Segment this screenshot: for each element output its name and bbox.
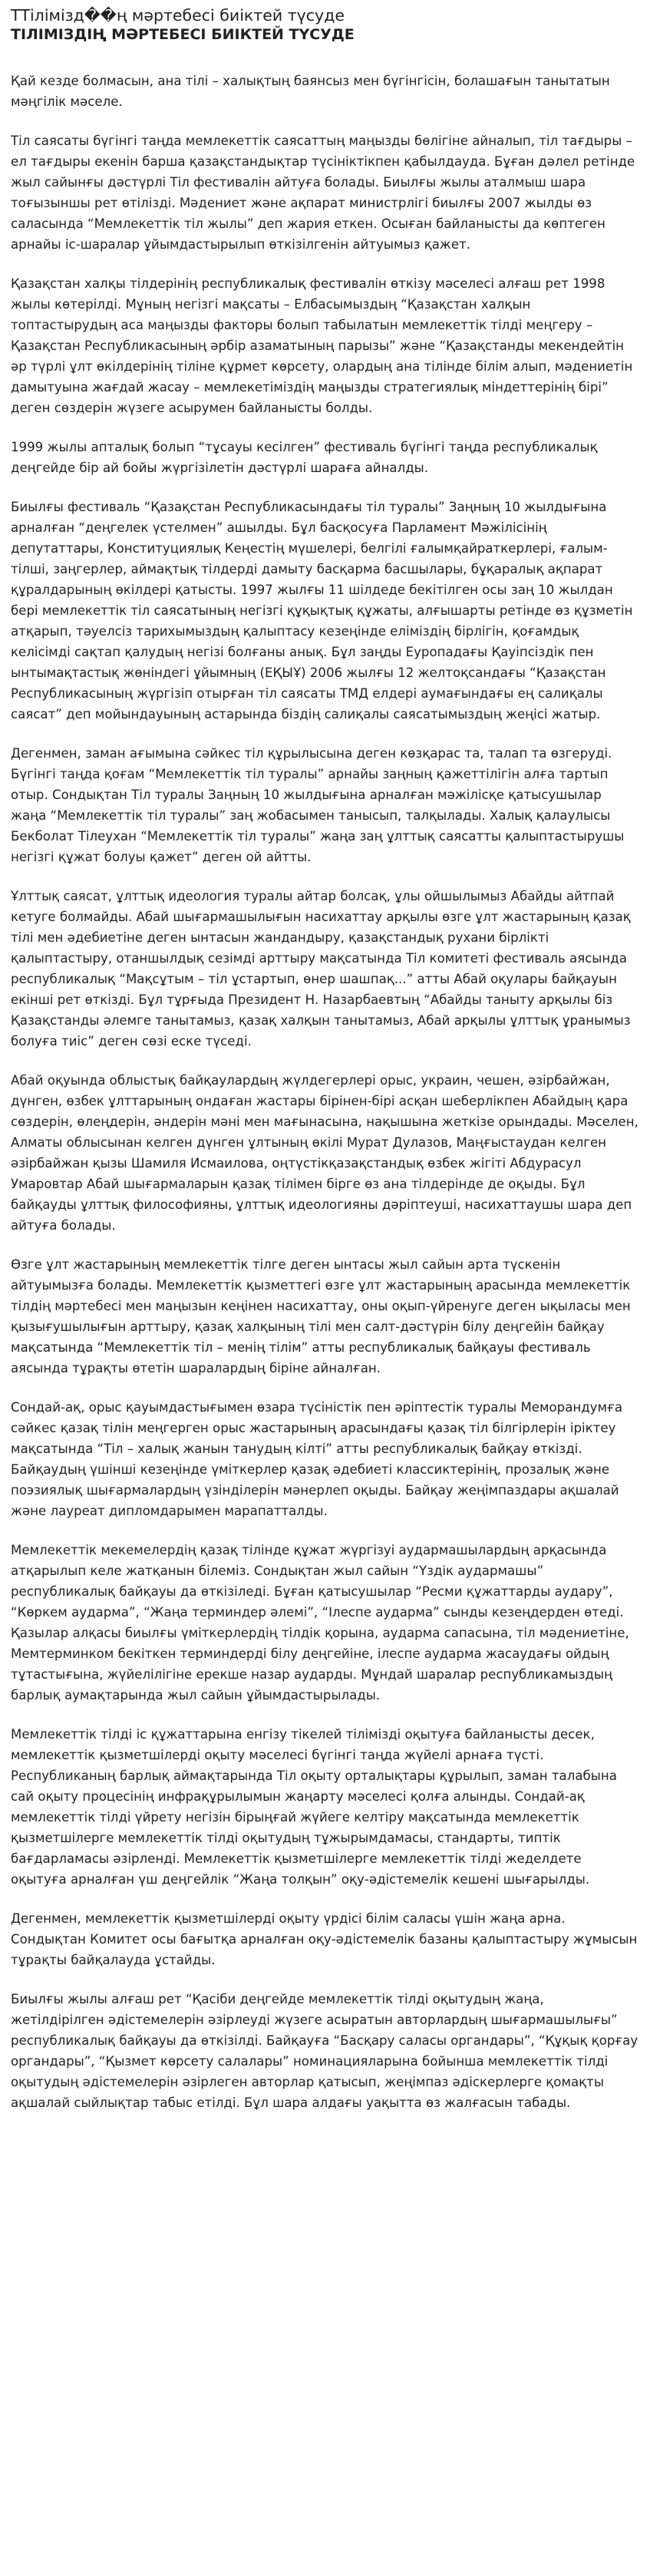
paragraph-11: Мемлекеттік мекемелердің қазақ тілінде құжат жүргізуі аудармашылардың арқасында атқарылып келе жатқанын білеміз. Сондықтан жыл сайын “Үздік аудармашы” республикалық байқауы да өткізіледі. Бұған қатысушылар “Ресми құжаттарды аудару”, “Көркем аударма”, “Жаңа терминдер әлемі”, “Ілеспе аударма” сынды кезеңдерден өтеді. Қазылар алқасы биылғы үміткерлердің тілдік қорына, аударма сапасына, тіл мәдениетіне, Мемтерминком бекіткен терминдерді білу деңгейіне, ілеспе аударма жасаудағы ойдың тұтастығына, жүйелілігіне ерекше назар аударды. Мұндай шаралар республикамыздың барлық аумақтарында жыл сайын ұйымдастырылады. xyxy=(11,1543,629,1702)
paragraph-5: Биылғы фестиваль “Қазақстан Республикасындағы тіл туралы” Заңның 10 жылдығына арналған “деңгелек үстелмен” ашылды. Бұл басқосуға Парламент Мәжілісінің депутаттары, Конституциялық Кеңестің мүшелері, белгілі ғалымқайраткерлері, ғалым-тілші, заңгерлер, аймақтық тілдерді дамыту басқарма басшылары, бұқаралық ақпарат құралдарының өкілдері қатысты. 1997 жылғы 11 шілдеде бекітілген осы заң 10 жылдан бері мемлекеттік тіл саясатының негізгі құқықтық құжаты, алғышарты ретінде өз құзметін атқарып, тәуелсіз тарихымыздың қалыптасу кезеңінде еліміздің бірлігін, қоғамдық келісімді сақтап қалудың негізі болғаны анық. Бұл заңды Еуропадағы Қауіпсіздік пен ынтымақтастық жөніндегі ұйымның (ЕҚЫҰ) 2006 жылғы 12 желтоқсандағы “Қазақстан Республикасының жүргізіп отырған тіл саясаты ТМД елдері аумағындағы ең салиқалы саясат” деп мойындауының астарында біздің салиқалы саясатымыздың жеңісі жатыр. xyxy=(11,500,633,722)
paragraph-4: 1999 жылы апталық болып “тұсауы кесілген” фестиваль бүгінгі таңда республикалық деңгейде бір ай бойы жүргізілетін дәстүрлі шараға айналды. xyxy=(11,440,598,475)
paragraph-6: Дегенмен, заман ағымына сәйкес тіл құрылысына деген көзқарас та, талап та өзгеруді. Бүгінгі таңда қоғам “Мемлекеттік тіл туралы” арнайы заңның қажеттілігін алға тартып отыр. Сондықтан Тіл туралы Заңның 10 жылдығына арналған мәжілісқе қатысушылар жаңа “Мемлекеттік тіл туралы” заң жобасымен танысып, талқылады. Халық қалаулысы Бекболат Тілеухан “Мемлекеттік тіл туралы” жаңа заң ұлттық саясатты қалыптастырушы негізгі құжат болуы қажет” деген ой айтты. xyxy=(11,746,625,864)
paragraph-3: Қазақстан халқы тілдерінің республикалық фестивалін өткізу мәселесі алғаш рет 1998 жылы көтерілді. Мұның негізгі мақсаты – Елбасымыздың “Қазақстан халқын топтастырудың аса маңызды факторы болып табылатын мемлекеттік тілді меңгеру – Қазақстан Республикасының әрбір азаматының парызы” және “Қазақстанды мекендейтін әр түрлі ұлт өкілдерінің тіліне құрмет көрсету, олардың ана тілінде білім алып, мәдениетін дамытуына жағдай жасау – мемлекетіміздің маңызды стратегиялық міндеттерінің бірі” деген сөздерін жүзеге асырумен байланысты болды. xyxy=(11,276,633,415)
paragraph-10: Сондай-ақ, орыс қауымдастығымен өзара түсіністік пен әріптестік туралы Меморандумға сәйкес қазақ тілін меңгерген орыс жастарының арасындағы қазақ тіл білгірлерін іріктеу мақсатында “Тіл – халық жанын танудың кілті” атты республикалық байқау өткізді. Байқаудың үшінші кезеңінде үміткерлер қазақ әдебиеті классиктерінің, прозалық және поэзиялық шығармалардың үзінділерін мәнерлеп оқыды. Байқау жеңімпаздары ақшалай және лауреат дипломдарымен марапатталды. xyxy=(11,1400,622,1518)
paragraph-13: Дегенмен, мемлекеттік қызметшілерді оқыту үрдісі білім саласы үшін жаңа арна. Сондықтан Комитет осы бағытқа арналған оқу-әдістемелік базаны қалыптастыру жұмысын тұрақты байқалауда ұстайды. xyxy=(11,1911,638,1967)
paragraph-1: Қай кезде болмасын, ана тілі – халықтың баянсыз мен бүгінгісін, болашағын танытатын мәңгілік мәселе. xyxy=(11,74,610,109)
paragraph-12: Мемлекеттік тілді іс құжаттарына енгізу тікелей тілімізді оқытуға байланысты десек, мемлекеттік қызметшілерді оқыту мәселесі бүгінгі таңда жүйелі арнаға түсті. Республиканың барлық аймақтарында Тіл оқыту орталықтары құрылып, заман талабына сай оқыту процесінің инфрақұрылымын жаңарту мәселесі қолға алынды. Сондай-ақ мемлекеттік тілді үйрету негізін бірыңғай жүйеге келтіру мақсатында мемлекеттік қызметшілерге мемлекеттік тілді оқытудың тұжырымдамасы, стандарты, типтік бағдарламасы әзірленді. Мемлекеттік қызметшілерге мемлекеттік тілді жеделдете оқытуға арналған үш деңгейлік “Жаңа толқын” оқу-әдістемелік кешені шығарылды. xyxy=(11,1727,617,1887)
paragraph-2: Тіл саясаты бүгінгі таңда мемлекеттік саясаттың маңызды бөлігіне айналып, тіл тағдыры – ел тағдыры екенін барша қазақстандықтар түсініктікпен қабылдауда. Бұған дәлел ретінде жыл сайынғы дәстүрлі Тіл фестивалін айтуға болады. Биылғы жылы аталмыш шара тоғызыншы рет өтілізді. Мәдениет және ақпарат министрлігі биылғы 2007 жылды өз саласында “Мемлекеттік тіл жылы” деп жария еткен. Осыған байланысты да көптеген арнайы іс-шаралар ұйымдастырылып өткізілгенін айтуымыз қажет. xyxy=(11,134,635,252)
paragraph-7: Ұлттық саясат, ұлттық идеология туралы айтар болсақ, ұлы ойшылымыз Абайды айтпай кетуге болмайды. Абай шығармашылығын насихаттау арқылы өзге ұлт жастарының қазақ тілі мен әдебиетіне деген ынтасын жандандыру, қазақстандық рухани бірлікті қалыптастыру, отаншылдық сезімді арттыру мақсатында Тіл комитеті фестиваль аясында республикалық “Мақсұтым – тіл ұстартып, өнер шашпақ...” атты Абай оқулары байқауын екінші рет өткізді. Бұл тұрғыда Президент Н. Назарбаевтың “Абайды таныту арқылы біз Қазақстанды әлемге танытамыз, қазақ халқын танытамыз, Абай арқылы ұлттық ұранымыз болуға тиіс” деген сөзі еске түседі. xyxy=(11,889,631,1049)
article-subtitle: ТІЛІМІЗДІҢ МӘРТЕБЕСІ БИІКТЕЙ ТҮСУДЕ xyxy=(11,26,355,43)
paragraph-9: Өзге ұлт жастарының мемлекеттік тілге деген ынтасы жыл сайын арта түскенін айтуымызға болады. Мемлекеттік қызметтегі өзге ұлт жастарының арасында мемлекеттік тілдің мәртебесі мен маңызын кеңінен насихаттау, оны оқып-үйренуге деген ықыласы мен қызығушылығын арттыру, қазақ халқының тілі мен салт-дәстүрін білу деңгейін байқау мақсатында “Мемлекеттік тіл – менің тілім” атты республикалық байқауы фестиваль аясында тұрақты өтетін шаралардың біріне айналған. xyxy=(11,1257,631,1376)
paragraph-14: Биылғы жылы алғаш рет “Қасіби деңгейде мемлекеттік тілді оқытудың жаңа, жетілдірілген әдістемелерін әзірлеуді жүзеге асыратын авторлардың шығармашылығы” республикалық байқауы да өткізілді. Байқауға “Басқару саласы органдары”, “Құқық қорғау органдары”, “Қызмет көрсету салалары” номинацияларына бойынша мемлекеттік тілді оқытудың әдістемелерін әзірлеген авторлар қатысып, жеңімпаз әдіскерлерге қомақты ақшалай сыйлықтар табыс етілді. Бұл шара алдағы уақытта өз жалғасын табады. xyxy=(11,1992,638,2110)
page-title: ТТілімізд��ң мәртебесі биіктей түсуде xyxy=(11,6,345,25)
paragraph-8: Абай оқуында облыстық байқаулардың жүлдегерлері орыс, украин, чешен, әзірбайжан, дүнген, өзбек ұлттарының ондаған жастары бірінен-бірі асқан шеберлікпен Абайдың қара сөздерін, өлеңдерін, әндерін мәні мен мағынасына, нақышына жеткізе орындады. Мәселен, Алматы облысынан келген дүнген ұлтының өкілі Мурат Дулазов, Маңғыстаудан келген әзірбайжан қызы Шамиля Исмаилова, оңтүстікқазақстандық өзбек жігіті Абдурасул Умаровтар Абай шығармаларын қазақ тілімен бірге өз ана тілдерінде де оқыды. Бұл байқауды ұлттық философияны, ұлттық идеологияны дәріптеуші, насихаттаушы шара деп айтуға болады. xyxy=(11,1073,638,1233)
article-body xyxy=(11,71,639,2113)
